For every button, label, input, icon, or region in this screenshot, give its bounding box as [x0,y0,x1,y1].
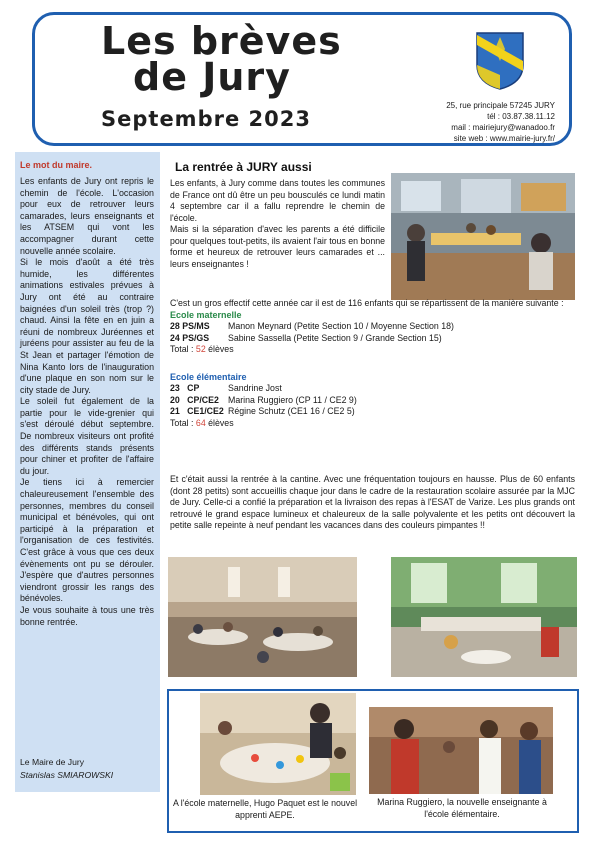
teacher-name: Manon Meynard (Petite Section 10 / Moyenne Section 18) [228,321,454,331]
class-label: 21 CE1/CE2 [170,406,224,416]
total-suffix: élèves [205,417,234,428]
caption-new-teacher: Marina Ruggiero, la nouvelle enseignante à l'école élémentaire. [377,797,547,819]
class-row [170,383,575,395]
phone-text: tél : 03.87.38.11.12 [487,112,555,121]
mail-text: mail : mairiejury@wanadoo.fr [451,123,555,132]
newsletter-issue-date: Septembre 2023 [101,107,311,131]
class-label: 24 PS/GS [170,332,210,343]
intro-paragraph: C'est un gros effectif cette année car il est de 116 enfants qui se répartissent de la manière suivante : [170,298,564,308]
total-value: 64 [195,417,206,428]
teacher-name: Régine Schutz (CE1 16 / CE2 5) [228,406,355,416]
website-text: site web : www.mairie-jury.fr/ [453,134,555,143]
jury-crest-icon [475,31,525,91]
apprentice-photo [200,693,356,795]
intro-paragraph: Mais si la séparation d'avec les parents a été difficile pour quelques tout-petits, ils avaient l'air tous en bonne forme et heureux de retrouver leurs camarades et ... leurs enseignantes ! [170,224,385,269]
elementaire-heading: Ecole élémentaire [170,371,247,382]
total-suffix: élèves [205,344,234,354]
sidebar-paragraph: Les enfants de Jury ont repris le chemin de l'école. L'occasion pour eux de retrouver leurs camarades, leurs enseignants et les ATSEM qui vont les accompagner durant cette nouvelle année scolaire. [20,176,154,256]
sidebar-paragraph: Je tiens ici à remercier chaleureusement l'ensemble des personnes, membres du conseil municipal et bénévoles, qui ont participé à la préparation et l'organisation de ces festivités. C'est grâce à vous que ces deux évènements ont pu se dérouler. J'espère que d'autres personnes viendront grossir les rangs des bénévoles. [20,477,154,604]
canteen-paragraph: Et c'était aussi la rentrée à la cantine. Avec une fréquentation toujours en hausse. Plus de 60 enfants (dont 28 petits) sont accueillis chaque jour dans le cadre de la restauration scolaire assurée par la MJC de Jury. Celle-ci a confié la préparation et la livraison des repas à l'ESAT de Varize. Les plus grands ont retrouvé le grand espace lumineux et chaleureux de la salle polyvalente et les petits ont découvert la petite salle repeinte à neuf pendant les vacances dans des couleurs pimpantes !! [170,474,575,530]
article-title: La rentrée à JURY aussi [175,160,312,174]
mayor-signature [20,756,113,782]
mayor-word-sidebar [15,152,160,792]
newsletter-title-line-2: de Jury [133,55,291,99]
class-label: 23 CP [170,383,200,393]
intro-paragraph: Les enfants, à Jury comme dans toutes les communes de France ont dû être un peu bousculés ce lundi matin 4 septembre car il a fallu reprendre le chemin de l'école. [170,178,385,223]
small-canteen-photo [391,557,577,677]
sidebar-paragraph: Le soleil fut également de la partie pour le vide-grenier qui s'est déroulé début septembre. De nombreux visiteurs ont profité des différents stands présents pour chiner et profiter de l'affaire du jour. [20,396,154,476]
sidebar-paragraph: Je vous souhaite à tous une très bonne rentrée. [20,604,154,627]
sidebar-paragraph: Si le mois d'août a été très humide, les différentes animations estivales prévues à Jury ont été au contraire baignées d'un soleil très (trop ?) chaud. Ainsi la fête en en juin a réuni de nombreux Juréennes et juréens pour assister au feu de la St Jean et partager l'émotion de Nina Kanto lors de l'inauguration d'une plaque en son nom sur le city stade de Jury. [20,257,154,395]
teacher-name: Sabine Sassella (Petite Section 9 / Grande Section 15) [228,332,442,343]
newsletter-title-line-1: Les brèves [101,19,342,63]
total-value: 52 [195,344,206,354]
total-label: Total : [170,344,196,354]
signature-role: Le Maire de Jury [20,757,85,767]
total-label: Total : [170,417,196,428]
caption-apprentice: A l'école maternelle, Hugo Paquet est le nouvel apprenti AEPE. [172,798,358,820]
classroom-photo [391,173,575,300]
article-intro [170,178,385,270]
teacher-name: Sandrine Jost [228,383,282,393]
maternelle-total [170,344,575,356]
header-frame [32,12,572,146]
canteen-hall-photo [168,557,357,677]
sidebar-heading: Le mot du maire. [20,160,93,170]
elementaire-total [170,418,575,430]
enrollment-section [170,298,575,429]
signature-name: Stanislas SMIAROWSKI [20,770,114,780]
class-row [170,333,575,345]
class-row [170,406,575,418]
new-teacher-photo [369,707,553,794]
class-row [170,395,575,407]
teacher-name: Marina Ruggiero (CP 11 / CE2 9) [228,394,357,405]
class-label: 20 CP/CE2 [170,394,219,405]
maternelle-heading: Ecole maternelle [170,309,242,320]
class-label: 28 PS/MS [170,321,210,331]
address-text: 25, rue principale 57245 JURY [446,101,555,110]
class-row [170,321,575,333]
